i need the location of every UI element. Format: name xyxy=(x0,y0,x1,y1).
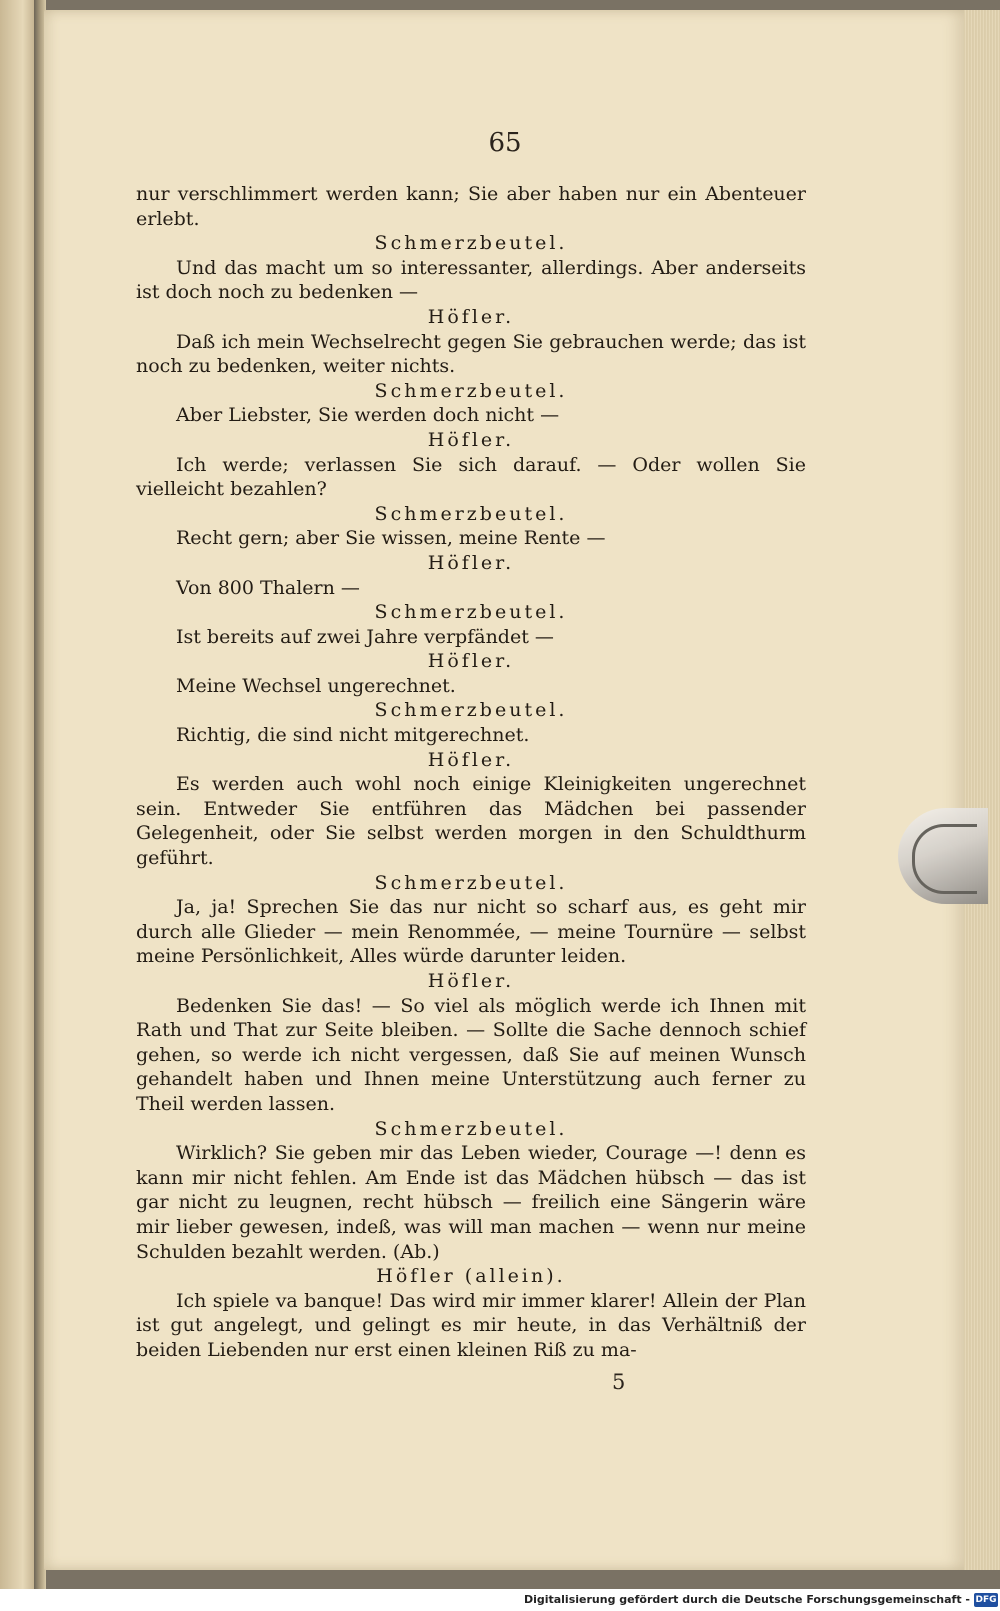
speaker-name: Höfler. xyxy=(427,428,515,451)
speaker-name: Höfler. xyxy=(427,305,515,328)
speaker-name: Schmerzbeutel. xyxy=(374,871,568,894)
book-page xyxy=(44,10,966,1570)
speaker-name: Schmerzbeutel. xyxy=(374,502,568,525)
signature-mark: 5 xyxy=(612,1370,626,1394)
dialogue-paragraph: Recht gern; aber Sie wissen, meine Rente — xyxy=(176,527,606,550)
dfg-logo: DFG xyxy=(975,1595,997,1605)
dialogue-paragraph: Ich werde; verlassen Sie sich darauf. — Oder wollen Sie vielleicht bezahlen? xyxy=(136,453,806,501)
dialogue-paragraph: Ja, ja! Sprechen Sie das nur nicht so scharf aus, es geht mir durch alle Glieder — mein Renommée, — meine Tournüre — selbst meine Persönlichkeit, Alles würde darunter leiden. xyxy=(136,896,806,968)
dialogue-paragraph: Daß ich mein Wechselrecht gegen Sie gebrauchen werde; das ist noch zu bedenken, weiter nichts. xyxy=(136,330,806,378)
dialogue-paragraph: Bedenken Sie das! — So viel als möglich werde ich Ihnen mit Rath und That zur Seite bleiben. — Sollte die Sache dennoch schief gehen, so werde ich nicht vergessen, daß Sie auf meinen Wunsch gehandelt haben und Ihnen meine Unterstützung auch ferner zu Theil werden lassen. xyxy=(136,994,806,1115)
speaker-name: Schmerzbeutel. xyxy=(374,1117,568,1140)
dialogue-paragraph: Und das macht um so interessanter, allerdings. Aber anderseits ist doch noch zu bedenken — xyxy=(136,256,806,304)
page-text-block xyxy=(136,182,806,1363)
left-page-edge xyxy=(0,0,38,1589)
page-edges xyxy=(964,10,1000,1570)
dialogue-paragraph: Meine Wechsel ungerechnet. xyxy=(176,674,456,697)
dialogue-paragraph: Ist bereits auf zwei Jahre verpfändet — xyxy=(176,625,554,648)
dialogue-paragraph: Aber Liebster, Sie werden doch nicht — xyxy=(176,404,560,427)
speaker-name: Höfler (allein). xyxy=(376,1265,566,1288)
footer-funding-text: Digitalisierung gefördert durch die Deutsche Forschungsgemeinschaft - xyxy=(523,1593,970,1606)
speaker-name: Schmerzbeutel. xyxy=(374,601,568,624)
dialogue-paragraph: Wirklich? Sie geben mir das Leben wieder, Courage —! denn es kann mir nicht fehlen. Am Ende ist das Mädchen hübsch — das ist gar nicht zu leugnen, recht hübsch — freilich eine Sängerin wäre mir lieber gewesen, indeß, was will man machen — wenn nur meine Schulden bezahlt werden. (Ab.) xyxy=(136,1142,806,1263)
speaker-name: Schmerzbeutel. xyxy=(374,699,568,722)
dialogue-paragraph: Es werden auch wohl noch einige Kleinigkeiten ungerechnet sein. Entweder Sie entführen das Mädchen bei passender Gelegenheit, oder Sie selbst werden morgen in den Schuldthurm geführt. xyxy=(136,773,806,870)
dialogue-paragraph: Von 800 Thalern — xyxy=(176,576,360,599)
speaker-name: Höfler. xyxy=(427,551,515,574)
dialogue-paragraph: Ich spiele va banque! Das wird mir immer klarer! Allein der Plan ist gut angelegt, und gelingt es mir heute, in das Verhältniß der beiden Liebenden nur erst einen kleinen Riß zu ma- xyxy=(136,1289,806,1361)
dialogue-paragraph: nur verschlimmert werden kann; Sie aber haben nur ein Abenteuer erlebt. xyxy=(136,183,806,230)
speaker-name: Schmerzbeutel. xyxy=(374,232,568,255)
speaker-name: Höfler. xyxy=(427,748,515,771)
speaker-name: Höfler. xyxy=(427,970,515,992)
footer-bar xyxy=(0,1589,1000,1611)
page-clip xyxy=(898,808,988,904)
page-number: 65 xyxy=(488,128,522,158)
dialogue-paragraph: Richtig, die sind nicht mitgerechnet. xyxy=(176,724,530,747)
speaker-name: Höfler. xyxy=(427,650,515,673)
page-clip-wire xyxy=(912,824,977,894)
speaker-name: Schmerzbeutel. xyxy=(374,379,568,402)
